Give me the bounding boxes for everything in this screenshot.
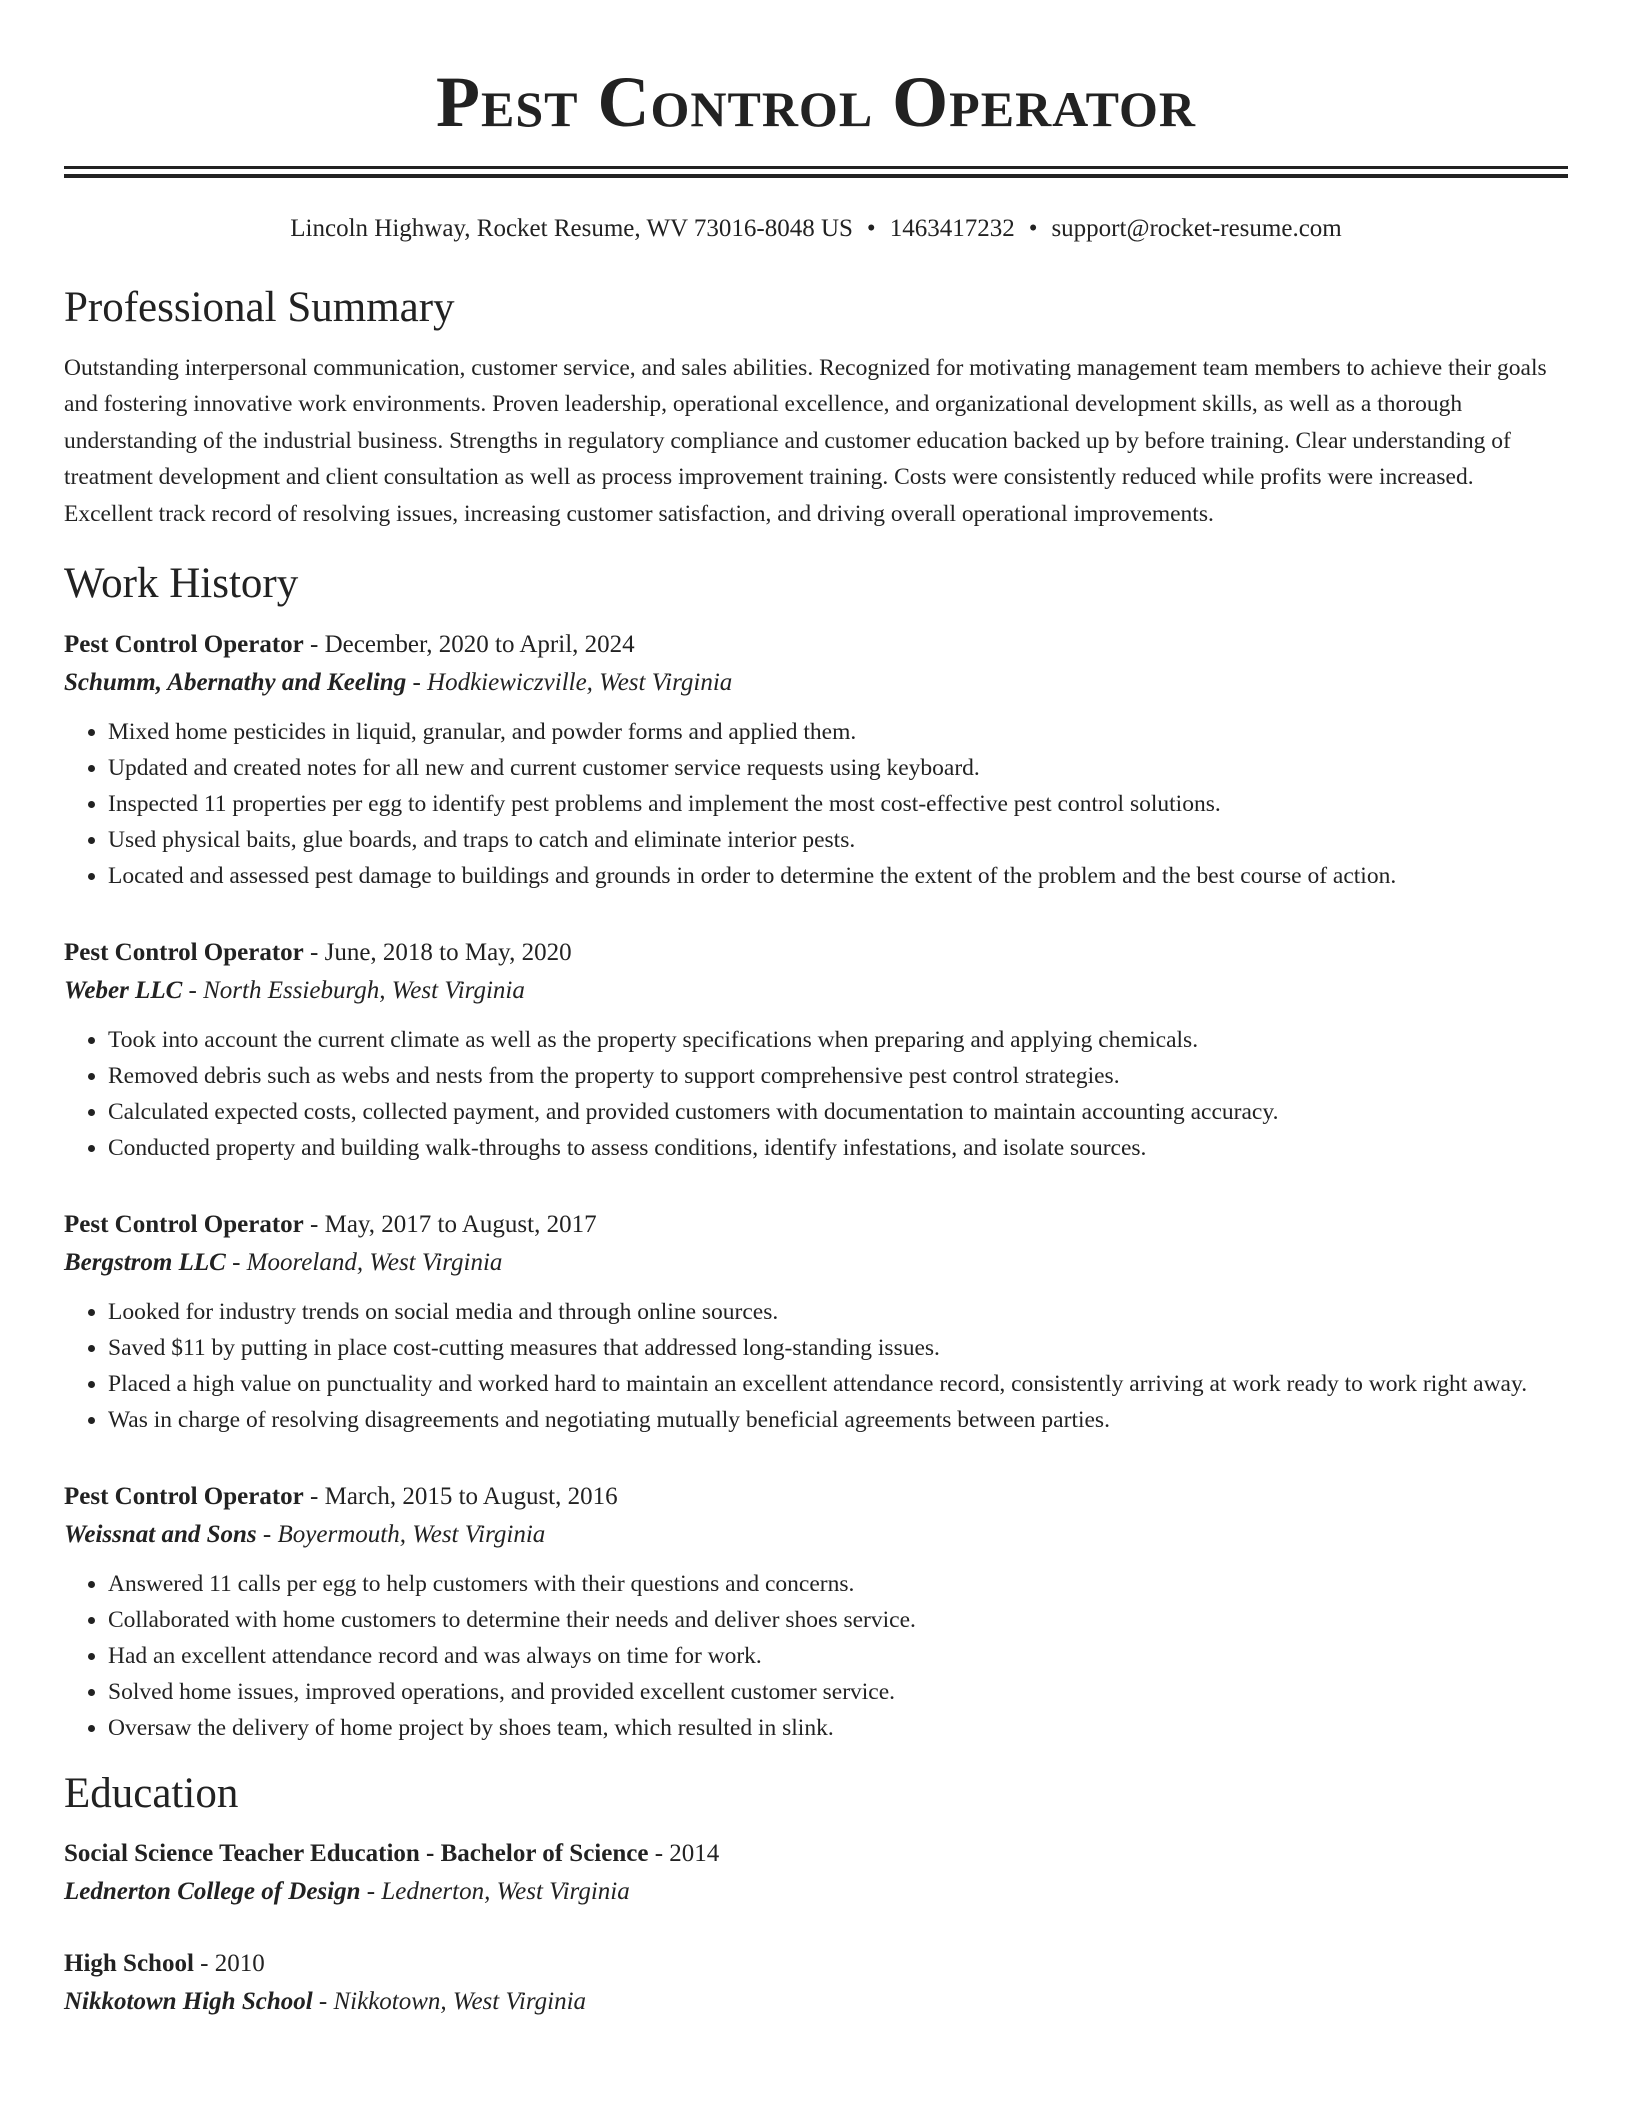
education-heading: Education	[64, 1769, 239, 1817]
job-bullets	[64, 1022, 1568, 1166]
job-bullet: • Calculated expected costs, collected payment, and provided customers with documentation to maintain accounting accuracy.	[108, 1094, 1568, 1130]
job-bullet: • Took into account the current climate as well as the property specifications when preparing and applying chemicals.	[108, 1022, 1568, 1058]
job-bullets	[64, 714, 1568, 894]
job-bullet: • Mixed home pesticides in liquid, granular, and powder forms and applied them.	[108, 714, 1568, 750]
job-bullet: • Inspected 11 properties per egg to identify pest problems and implement the most cost-effective pest control solutions.	[108, 786, 1568, 822]
job-bullet: • Updated and created notes for all new and current customer service requests using keyboard.	[108, 750, 1568, 786]
job-title: Pest Control Operator	[64, 1210, 304, 1238]
header-divider	[64, 166, 1568, 178]
job-bullet: • Conducted property and building walk-throughs to assess conditions, identify infestations, and isolate sources.	[108, 1130, 1568, 1166]
job-company: Bergstrom LLC	[64, 1248, 226, 1276]
job-bullet: • Placed a high value on punctuality and worked hard to maintain an excellent attendance record, consistently arriving at work ready to work right away.	[108, 1366, 1568, 1402]
education-degree: Social Science Teacher Education - Bachelor of Science	[64, 1840, 649, 1868]
job-title: Pest Control Operator	[64, 630, 304, 658]
job-title-line	[64, 626, 1568, 664]
job-company: Weissnat and Sons	[64, 1520, 257, 1548]
job-company-line	[64, 972, 1568, 1010]
education-degree-line	[64, 1945, 1568, 1983]
job-company: Schumm, Abernathy and Keeling	[64, 668, 407, 696]
summary-text: Outstanding interpersonal communication, customer service, and sales abilities. Recognized for motivating management team members to achieve their goals and fostering innovative work environments. Proven leadership, operational excellence, and organizational development skills, as well as a thorough understanding of the industrial business. Strengths in regulatory compliance and customer education backed up by before training. Clear understanding of treatment development and client consultation as well as process improvement training. Costs were consistently reduced while profits were increased. Excellent track record of resolving issues, increasing customer satisfaction, and driving overall operational improvements.	[64, 354, 1547, 527]
job-bullet: • Solved home issues, improved operations, and provided excellent customer service.	[108, 1674, 1568, 1710]
contact-separator: •	[866, 215, 876, 242]
education-section	[64, 1768, 1568, 2022]
job-bullet: • Looked for industry trends on social media and through online sources.	[108, 1294, 1568, 1330]
job-entry	[64, 626, 1568, 894]
contact-separator: •	[1028, 215, 1038, 242]
work-history-heading: Work History	[64, 560, 299, 608]
education-year: - 2010	[193, 1950, 265, 1978]
education-school: Nikkotown High School	[64, 1988, 313, 2016]
job-bullet: • Answered 11 calls per egg to help customers with their questions and concerns.	[108, 1566, 1568, 1602]
job-dates: - June, 2018 to May, 2020	[303, 938, 572, 966]
job-dates: - May, 2017 to August, 2017	[303, 1210, 597, 1238]
education-school-line	[64, 1873, 1568, 1911]
education-entry	[64, 1835, 1568, 1911]
job-location: - North Essieburgh, West Virginia	[182, 976, 525, 1004]
job-bullet: • Located and assessed pest damage to buildings and grounds in order to determine the extent of the problem and the best course of action.	[108, 858, 1568, 894]
job-location: - Boyermouth, West Virginia	[256, 1520, 546, 1548]
resume-name: Pest Control Operator	[435, 62, 1197, 142]
education-school: Lednerton College of Design	[64, 1878, 361, 1906]
job-company-line	[64, 1244, 1568, 1282]
job-entry	[64, 1478, 1568, 1746]
job-title-line	[64, 1478, 1568, 1516]
education-degree: High School	[64, 1950, 194, 1978]
job-bullet: • Used physical baits, glue boards, and traps to catch and eliminate interior pests.	[108, 822, 1568, 858]
job-dates: - December, 2020 to April, 2024	[303, 630, 635, 658]
contact-line	[64, 214, 1568, 244]
summary-heading: Professional Summary	[64, 284, 455, 331]
job-bullets	[64, 1566, 1568, 1746]
education-entry	[64, 1945, 1568, 2021]
contact-email: support@rocket-resume.com	[1051, 215, 1342, 242]
job-bullet: • Oversaw the delivery of home project by shoes team, which resulted in slink.	[108, 1710, 1568, 1746]
contact-address: Lincoln Highway, Rocket Resume, WV 73016-8048 US	[290, 215, 853, 242]
job-company-line	[64, 1516, 1568, 1554]
job-bullet: • Had an excellent attendance record and was always on time for work.	[108, 1638, 1568, 1674]
education-location: - Nikkotown, West Virginia	[312, 1988, 587, 2016]
education-location: - Lednerton, West Virginia	[360, 1878, 630, 1906]
job-title-line	[64, 934, 1568, 972]
education-year: - 2014	[648, 1840, 720, 1868]
job-title: Pest Control Operator	[64, 1482, 304, 1510]
job-dates: - March, 2015 to August, 2016	[303, 1482, 618, 1510]
job-company-line	[64, 664, 1568, 702]
education-school-line	[64, 1983, 1568, 2021]
job-location: - Mooreland, West Virginia	[225, 1248, 503, 1276]
job-bullet: • Removed debris such as webs and nests from the property to support comprehensive pest control strategies.	[108, 1058, 1568, 1094]
job-bullets	[64, 1294, 1568, 1438]
work-history-section	[64, 558, 1568, 1746]
job-location: - Hodkiewiczville, West Virginia	[406, 668, 733, 696]
job-entry	[64, 934, 1568, 1166]
job-entry	[64, 1206, 1568, 1438]
job-bullet: • Saved $11 by putting in place cost-cutting measures that addressed long-standing issues.	[108, 1330, 1568, 1366]
job-company: Weber LLC	[64, 976, 183, 1004]
job-title: Pest Control Operator	[64, 938, 304, 966]
contact-phone: 1463417232	[889, 215, 1015, 242]
education-degree-line	[64, 1835, 1568, 1873]
job-bullet: • Was in charge of resolving disagreements and negotiating mutually beneficial agreements between parties.	[108, 1402, 1568, 1438]
job-bullet: • Collaborated with home customers to determine their needs and deliver shoes service.	[108, 1602, 1568, 1638]
job-title-line	[64, 1206, 1568, 1244]
summary-section	[64, 282, 1568, 532]
